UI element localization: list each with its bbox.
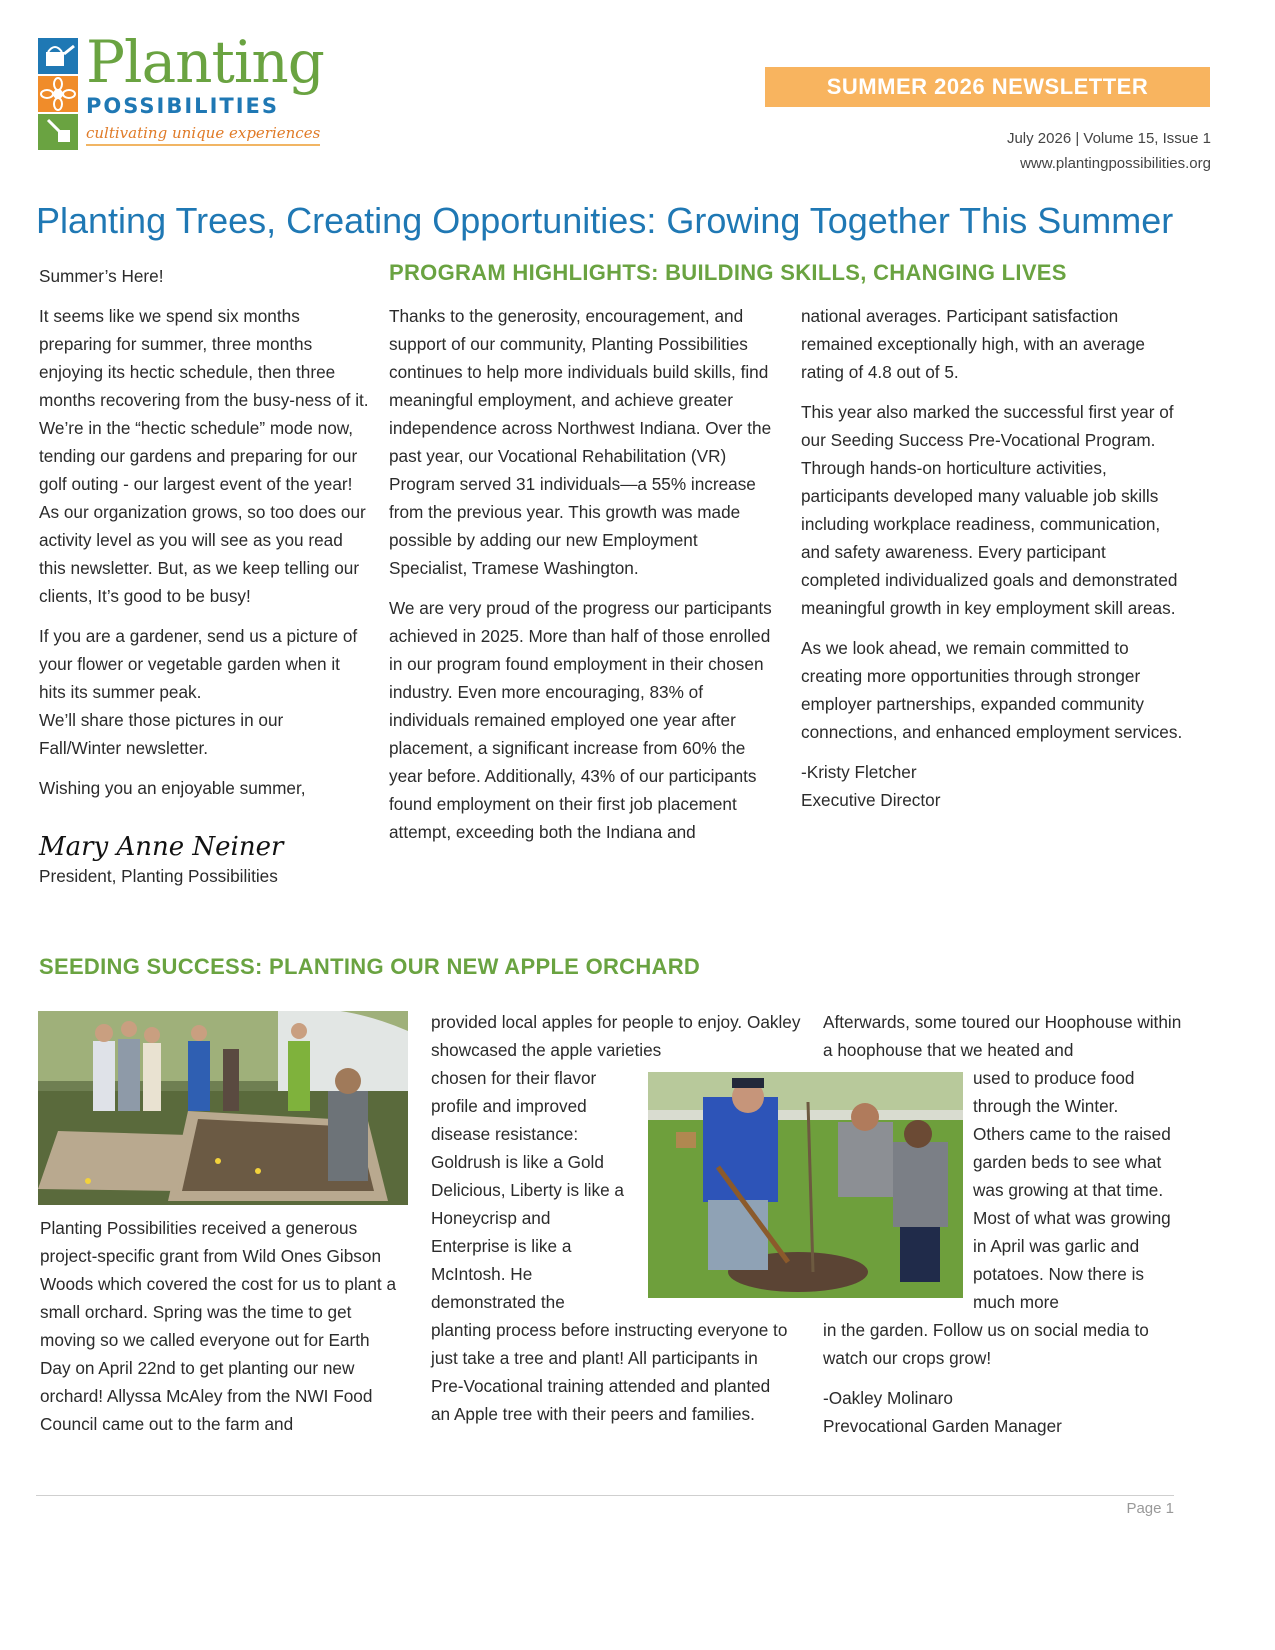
program-paragraph: Thanks to the generosity, encouragement, and support of our community, Planting Possibilities continues to help more individuals build skills, find meaningful employment, and achieve greater independence across Northwest Indiana. Over the past year, our Vocational Rehabilitation (VR) Program served 31 individuals—a 55% increase from the previous year. This growth was made possible by adding our new Employment Specialist, Tramese Washington.: [389, 306, 772, 578]
watering-can-icon: [38, 38, 78, 74]
flower-icon: [38, 76, 78, 112]
intro-greeting: Summer’s Here!: [39, 266, 164, 286]
orchard-column-1: [40, 1214, 400, 1450]
orchard-paragraph: in the garden. Follow us on social media to watch our crops grow!: [823, 1320, 1149, 1368]
orchard-column-3: [823, 1008, 1188, 1452]
intro-column: [39, 262, 369, 902]
orchard-column-2: [431, 1008, 806, 1440]
program-column-1: [389, 302, 774, 858]
issue-info: [1007, 126, 1211, 176]
shovel-icon: [38, 114, 78, 150]
intro-closing: Wishing you an enjoyable summer,: [39, 778, 306, 798]
program-paragraph: This year also marked the successful first year of our Seeding Success Pre-Vocational Program. Through hands-on horticulture activities, participants developed many valuable job skills including workplace readiness, communication, and safety awareness. Every participant completed individualized goals and demonstrated meaningful growth in key employment skill areas.: [801, 402, 1178, 618]
logo-word-possibilities: POSSIBILITIES: [86, 94, 279, 118]
program-heading: PROGRAM HIGHLIGHTS: BUILDING SKILLS, CHANGING LIVES: [389, 260, 1067, 285]
orchard-author: -Oakley Molinaro: [823, 1388, 953, 1408]
page-number: Page 1: [1126, 1500, 1174, 1517]
logo-icons: [38, 38, 80, 152]
page-title: Planting Trees, Creating Opportunities: Growing Together This Summer: [36, 200, 1174, 241]
orchard-paragraph: provided local apples for people to enjoy. Oakley showcased the apple varieties: [431, 1012, 801, 1060]
program-author: -Kristy Fletcher: [801, 762, 917, 782]
orchard-paragraph: used to produce food through the Winter. Others came to the raised garden beds to see what was growing at that time. Most of what was growing in April was garlic and potatoes. Now there is much more: [973, 1068, 1171, 1312]
website-link[interactable]: www.plantingpossibilities.org: [1020, 155, 1211, 172]
program-paragraph: As we look ahead, we remain committed to creating more opportunities through stronger employer partnerships, expanded community connections, and enhanced employment services.: [801, 638, 1183, 742]
orchard-author-title: Prevocational Garden Manager: [823, 1416, 1062, 1436]
issue-line: July 2026 | Volume 15, Issue 1: [1006, 130, 1211, 147]
logo-tagline: cultivating unique experiences: [86, 124, 320, 146]
footer-divider: [36, 1495, 1174, 1496]
intro-paragraph: If you are a gardener, send us a picture of your flower or vegetable garden when it hits its summer peak.: [39, 626, 358, 702]
orchard-paragraph: Afterwards, some toured our Hoophouse within a hoophouse that we heated and: [823, 1012, 1182, 1060]
program-column-2: [801, 302, 1186, 826]
program-paragraph: national averages. Participant satisfaction remained exceptionally high, with an average rating of 4.8 out of 5.: [801, 306, 1145, 382]
program-paragraph: We are very proud of the progress our participants achieved in 2025. More than half of those enrolled in our program found employment in their chosen industry. Even more encouraging, 83% of individuals remained employed one year after placement, a significant increase from 60% the year before. Additionally, 43% of our participants found employment on their first job placement attempt, exceeding both the Indiana and: [389, 598, 772, 842]
logo: [38, 28, 338, 153]
garden-beds-photo: [38, 1011, 408, 1205]
orchard-paragraph: planting process before instructing everyone to just take a tree and plant! All participants in Pre-Vocational training attended and planted an Apple tree with their peers and families.: [431, 1320, 788, 1424]
newsletter-banner: SUMMER 2026 NEWSLETTER: [765, 67, 1210, 107]
program-author-title: Executive Director: [801, 790, 941, 810]
orchard-paragraph: Planting Possibilities received a generous project-specific grant from Wild Ones Gibson Woods which covered the cost for us to plant a small orchard. Spring was the time to get moving so we called everyone out for Earth Day on April 22nd to get planting our new orchard! Allyssa McAley from the NWI Food Council came out to the farm and: [40, 1218, 397, 1434]
signer-title: President, Planting Possibilities: [39, 866, 278, 886]
orchard-heading: SEEDING SUCCESS: PLANTING OUR NEW APPLE ORCHARD: [39, 954, 701, 979]
intro-paragraph: We’ll share those pictures in our Fall/Winter newsletter.: [39, 710, 284, 758]
signature: Mary Anne Neiner: [39, 832, 284, 862]
intro-paragraph: It seems like we spend six months preparing for summer, three months enjoying its hectic schedule, then three months recovering from the busy-ness of it. We’re in the “hectic schedule” mode now, tending our gardens and preparing for our golf outing - our largest event of the year! As our organization grows, so too does our activity level as you will see as you read this newsletter. But, as we keep telling our clients, It’s good to be busy!: [39, 306, 369, 606]
logo-word-planting: Planting: [86, 28, 324, 96]
orchard-paragraph: chosen for their flavor profile and improved disease resistance: Goldrush is like a Gold Delicious, Liberty is like a Honeycrisp and Enterprise is like a McIntosh. He demonstrated the: [431, 1068, 624, 1312]
